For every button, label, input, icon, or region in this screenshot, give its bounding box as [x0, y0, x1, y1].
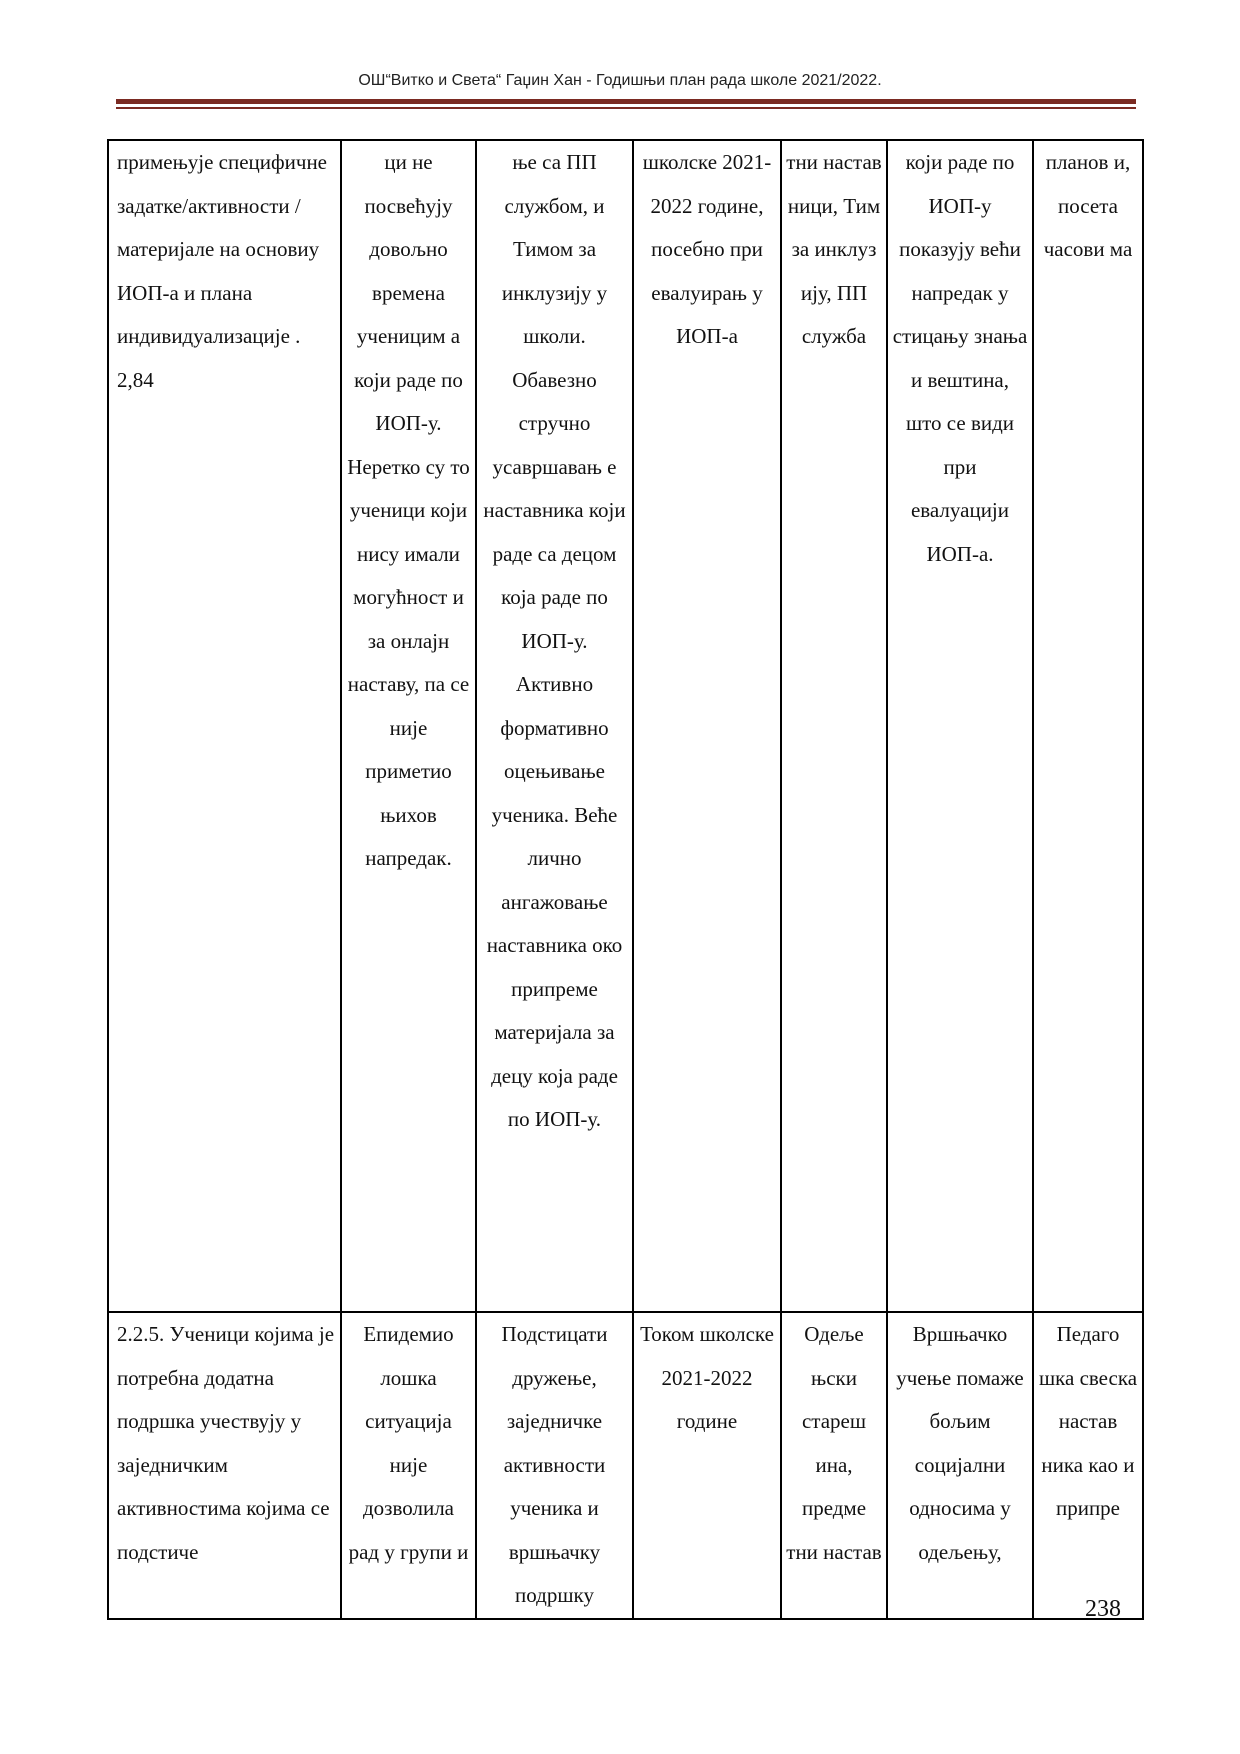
- plan-table: [107, 139, 1144, 1620]
- table-cell: Подстицати дружење, заједничке активности ученика и вршњачку подршку: [476, 1312, 633, 1619]
- table-cell: Одеље њски стареш ина, предме тни настав: [781, 1312, 887, 1619]
- table-cell: примењује специфичне задатке/активности /материјале на основиу ИОП-а и плана индивидуализације . 2,84: [108, 140, 341, 1312]
- table-cell: Педаго шка свеска настав ника као и припре: [1033, 1312, 1143, 1619]
- table-cell: планов и, посета часови ма: [1033, 140, 1143, 1312]
- table-row: [108, 1312, 1143, 1619]
- table-cell: ње са ПП службом, и Тимом за инклузију у школи. Обавезно стручно усавршавањ е наставника који раде са децом која раде по ИОП-у. Активно формативно оцењивање ученика. Веће лично ангажовање наставника око припреме материјала за децу која раде по ИОП-у.: [476, 140, 633, 1312]
- table-cell: Током школске 2021-2022 године: [633, 1312, 781, 1619]
- header-rule-thin: [116, 107, 1136, 109]
- table-cell: школске 2021-2022 године, посебно при евалуирањ у ИОП-а: [633, 140, 781, 1312]
- table-cell: ци не посвећују довољно времена ученицим а који раде по ИОП-у. Неретко су то ученици који нису имали могућност и за онлајн наставу, па се није приметио њихов напредак.: [341, 140, 476, 1312]
- header-rule-thick: [116, 99, 1136, 104]
- table-cell: који раде по ИОП-у показују већи напредак у стицању знања и вештина, што се види при евалуацији ИОП-а.: [887, 140, 1033, 1312]
- table-row: [108, 140, 1143, 1312]
- page-header: ОШ“Витко и Света“ Гаџин Хан - Годишњи план рада школе 2021/2022.: [358, 72, 882, 89]
- page-number: 238: [1085, 1596, 1121, 1622]
- table-cell: Вршњачко учење помаже бољим социјални односима у одељењу,: [887, 1312, 1033, 1619]
- table-cell: Епидемио лошка ситуација није дозволила рад у групи и: [341, 1312, 476, 1619]
- table-cell: тни настав ници, Тим за инклуз ију, ПП служба: [781, 140, 887, 1312]
- table-cell: 2.2.5. Ученици којима је потребна додатна подршка учествују у заједничким активностима којима се подстиче: [108, 1312, 341, 1619]
